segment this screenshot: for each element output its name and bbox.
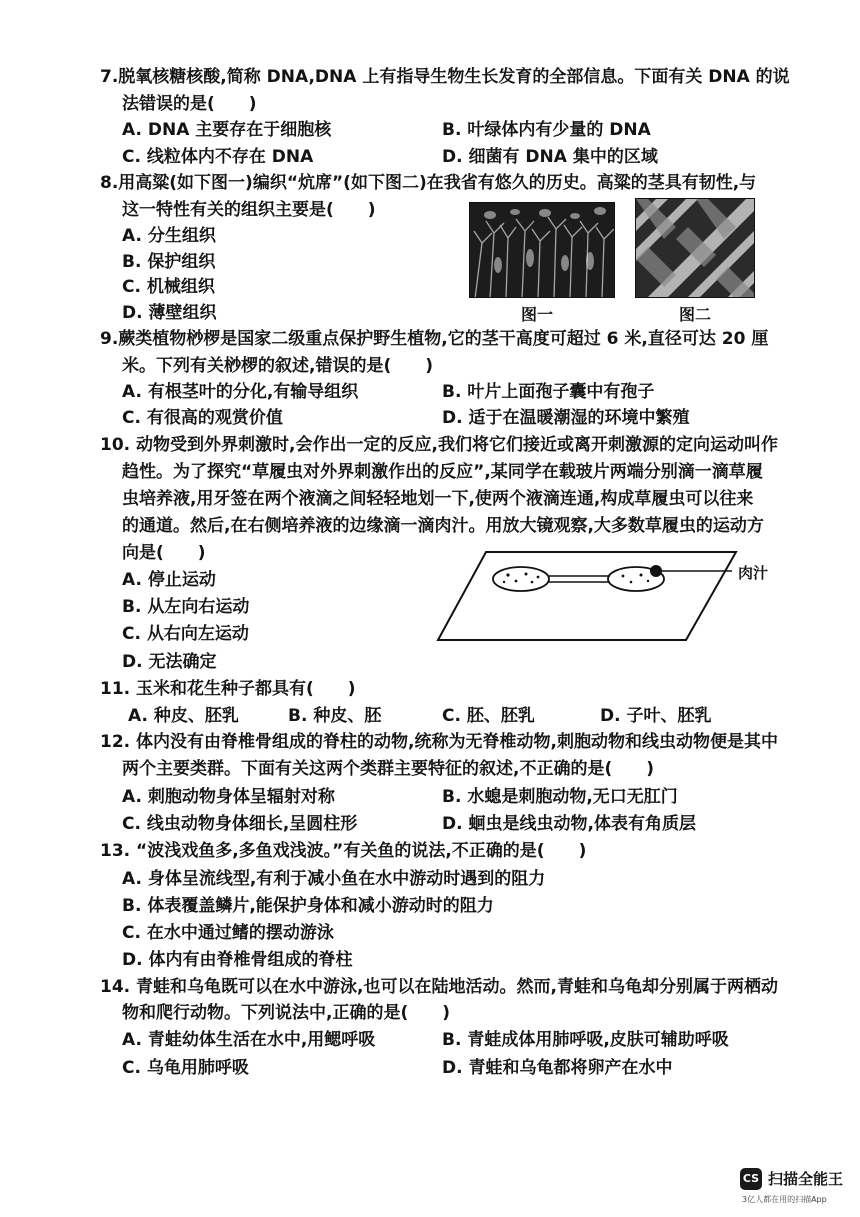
q10-option-a: A. 停止运动 (122, 570, 216, 590)
q7-stem-cont: 法错误的是( ) (122, 94, 257, 114)
q13-option-b: B. 体表覆盖鳞片,能保护身体和减小游动时的阻力 (122, 896, 494, 916)
q7-option-d: D. 细菌有 DNA 集中的区域 (442, 147, 658, 167)
glass-slide (438, 552, 736, 640)
q8-option-d: D. 薄壁组织 (122, 303, 217, 323)
q8-stem: 8.用高粱(如下图一)编织“炕席”(如下图二)在我省有悠久的历史。高粱的茎具有韧性,与 (100, 173, 757, 193)
woven-mat-photo (635, 198, 755, 298)
q13-option-d: D. 体内有由脊椎骨组成的脊柱 (122, 950, 353, 970)
q12-stem-cont: 两个主要类群。下面有关这两个类群主要特征的叙述,不正确的是( ) (122, 759, 654, 779)
q7-option-b: B. 叶绿体内有少量的 DNA (442, 120, 651, 140)
q10-option-c: C. 从右向左运动 (122, 624, 249, 644)
q10-stem-cont-3: 的通道。然后,在右侧培养液的边缘滴一滴肉汁。用放大镜观察,大多数草履虫的运动方 (122, 516, 764, 536)
q10-stem-cont-1: 趋性。为了探究“草履虫对外界刺激作出的反应”,某同学在载玻片两端分别滴一滴草履 (122, 462, 763, 482)
figure-2-caption: 图二 (679, 305, 712, 324)
meat-juice-drop (650, 565, 662, 577)
q10-stem-cont-2: 虫培养液,用牙签在两个液滴之间轻轻地划一下,使两个液滴连通,构成草履虫可以往来 (122, 489, 754, 509)
q11-option-a: A. 种皮、胚乳 (128, 706, 239, 726)
meat-juice-label: 肉汁 (738, 564, 769, 582)
q13-option-c: C. 在水中通过鳍的摆动游泳 (122, 923, 334, 943)
q11-stem: 11. 玉米和花生种子都具有( ) (100, 679, 356, 699)
q10-stem-cont-4: 向是( ) (122, 543, 206, 563)
q8-stem-cont: 这一特性有关的组织主要是( ) (122, 200, 376, 220)
q9-option-d: D. 适于在温暖潮湿的环境中繁殖 (442, 408, 690, 428)
q14-option-c: C. 乌龟用肺呼吸 (122, 1058, 249, 1078)
scanner-watermark (740, 1168, 850, 1208)
q9-stem: 9.蕨类植物桫椤是国家二级重点保护野生植物,它的茎干高度可超过 6 米,直径可达 20 厘 (100, 329, 769, 349)
q12-stem: 12. 体内没有由脊椎骨组成的脊柱的动物,统称为无脊椎动物,刺胞动物和线虫动物便是其中 (100, 732, 778, 752)
q11-option-d: D. 子叶、胚乳 (600, 706, 712, 726)
q7-option-c: C. 线粒体内不存在 DNA (122, 147, 314, 167)
q10-stem: 10. 动物受到外界刺激时,会作出一定的反应,我们将它们接近或离开刺激源的定向运动叫作 (100, 435, 778, 455)
q10-option-b: B. 从左向右运动 (122, 597, 250, 617)
q12-option-b: B. 水螅是刺胞动物,无口无肛门 (442, 787, 678, 807)
slide-diagram (436, 548, 769, 648)
q10-option-d: D. 无法确定 (122, 652, 217, 672)
figure-1-caption: 图一 (521, 305, 554, 324)
q12-option-d: D. 蛔虫是线虫动物,体表有角质层 (442, 814, 696, 834)
watermark-tagline: 3亿人都在用的扫描App (742, 1195, 827, 1204)
q13-stem: 13. “波浅戏鱼多,多鱼戏浅波。”有关鱼的说法,不正确的是( ) (100, 841, 587, 861)
q8-option-b: B. 保护组织 (122, 252, 216, 272)
camscanner-logo-icon: CS (740, 1168, 762, 1190)
q7-stem: 7.脱氧核糖核酸,简称 DNA,DNA 上有指导生物生长发育的全部信息。下面有关 DNA 的说 (100, 67, 790, 87)
q8-option-c: C. 机械组织 (122, 277, 215, 297)
q14-option-d: D. 青蛙和乌龟都将卵产在水中 (442, 1058, 673, 1078)
q11-option-c: C. 胚、胚乳 (442, 706, 535, 726)
q7-option-a: A. DNA 主要存在于细胞核 (122, 120, 332, 140)
q14-stem: 14. 青蛙和乌龟既可以在水中游泳,也可以在陆地活动。然而,青蛙和乌龟却分别属于两栖动 (100, 977, 778, 997)
q9-option-a: A. 有根茎叶的分化,有输导组织 (122, 382, 359, 402)
q9-option-c: C. 有很高的观赏价值 (122, 408, 283, 428)
q13-option-a: A. 身体呈流线型,有利于减小鱼在水中游动时遇到的阻力 (122, 869, 546, 889)
q14-option-a: A. 青蛙幼体生活在水中,用鳃呼吸 (122, 1030, 376, 1050)
sorghum-photo (469, 202, 615, 298)
q8-option-a: A. 分生组织 (122, 226, 216, 246)
watermark-app-name: 扫描全能王 (768, 1170, 844, 1188)
q14-stem-cont: 物和爬行动物。下列说法中,正确的是( ) (122, 1003, 450, 1023)
q12-option-a: A. 刺胞动物身体呈辐射对称 (122, 787, 335, 807)
q11-option-b: B. 种皮、胚 (288, 706, 382, 726)
q12-option-c: C. 线虫动物身体细长,呈圆柱形 (122, 814, 358, 834)
q9-stem-cont: 米。下列有关桫椤的叙述,错误的是( ) (122, 356, 433, 376)
q14-option-b: B. 青蛙成体用肺呼吸,皮肤可辅助呼吸 (442, 1030, 729, 1050)
q9-option-b: B. 叶片上面孢子囊中有孢子 (442, 382, 655, 402)
